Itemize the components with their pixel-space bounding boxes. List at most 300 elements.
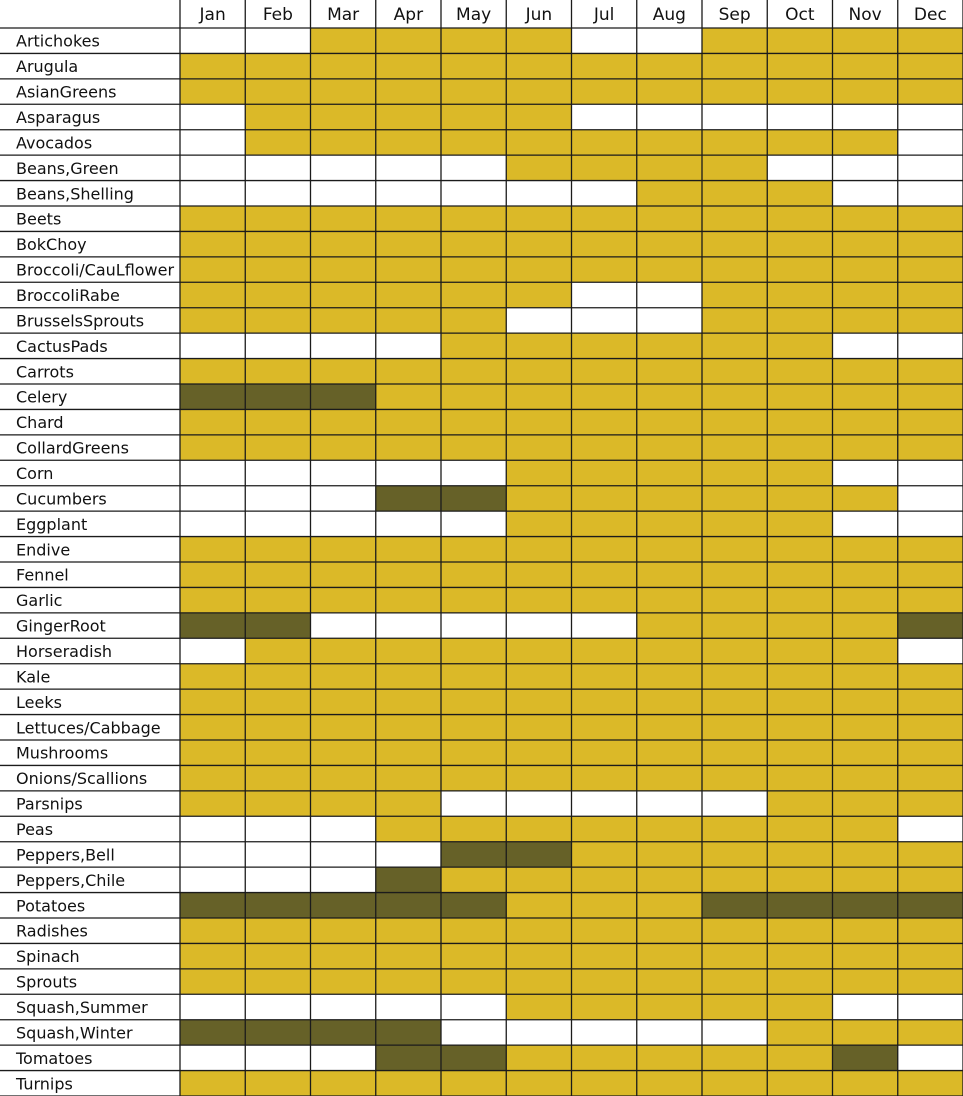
availability-cell (311, 104, 376, 129)
availability-cell (311, 384, 376, 409)
produce-label: Sprouts (16, 972, 78, 992)
availability-cell (180, 638, 245, 663)
availability-cell (311, 537, 376, 562)
availability-cell (506, 638, 571, 663)
availability-cell (572, 537, 637, 562)
availability-cell (180, 460, 245, 485)
availability-cell (572, 460, 637, 485)
availability-cell (637, 765, 702, 790)
availability-cell (572, 206, 637, 231)
availability-cell (833, 308, 898, 333)
availability-cell (311, 791, 376, 816)
availability-cell (702, 943, 767, 968)
availability-cell (180, 664, 245, 689)
availability-cell (180, 1045, 245, 1070)
availability-cell (572, 359, 637, 384)
availability-cell (637, 969, 702, 994)
availability-cell (441, 104, 506, 129)
availability-cell (898, 460, 963, 485)
availability-cell (898, 816, 963, 841)
availability-cell (311, 486, 376, 511)
availability-cell (833, 740, 898, 765)
availability-cell (767, 486, 832, 511)
availability-cell (898, 715, 963, 740)
availability-cell (637, 791, 702, 816)
availability-cell (702, 867, 767, 892)
availability-cell (572, 613, 637, 638)
availability-cell (833, 994, 898, 1019)
availability-cell (702, 104, 767, 129)
availability-cell (702, 155, 767, 180)
availability-cell (245, 537, 310, 562)
availability-cell (572, 79, 637, 104)
availability-cell (311, 79, 376, 104)
availability-cell (637, 359, 702, 384)
availability-cell (441, 282, 506, 307)
availability-cell (767, 79, 832, 104)
availability-cell (833, 893, 898, 918)
availability-cell (702, 918, 767, 943)
availability-cell (702, 1045, 767, 1070)
availability-cell (506, 28, 571, 53)
availability-cell (833, 587, 898, 612)
availability-cell (180, 359, 245, 384)
availability-cell (441, 28, 506, 53)
availability-cell (506, 1045, 571, 1070)
availability-cell (311, 638, 376, 663)
availability-cell (506, 893, 571, 918)
availability-cell (245, 28, 310, 53)
availability-cell (441, 969, 506, 994)
availability-cell (898, 79, 963, 104)
availability-cell (441, 867, 506, 892)
availability-cell (376, 104, 441, 129)
produce-label: CollardGreens (16, 438, 129, 458)
availability-cell (245, 562, 310, 587)
availability-cell (441, 715, 506, 740)
availability-cell (376, 435, 441, 460)
availability-cell (245, 460, 310, 485)
availability-cell (506, 765, 571, 790)
availability-cell (637, 918, 702, 943)
availability-cell (376, 664, 441, 689)
availability-cell (637, 740, 702, 765)
availability-cell (506, 689, 571, 714)
availability-cell (376, 257, 441, 282)
availability-cell (311, 28, 376, 53)
availability-cell (572, 842, 637, 867)
availability-cell (572, 409, 637, 434)
availability-cell (572, 765, 637, 790)
availability-cell (506, 460, 571, 485)
availability-cell (441, 155, 506, 180)
availability-cell (506, 79, 571, 104)
availability-cell (311, 918, 376, 943)
availability-cell (376, 1045, 441, 1070)
availability-cell (376, 231, 441, 256)
availability-cell (572, 486, 637, 511)
availability-cell (311, 359, 376, 384)
availability-cell (637, 664, 702, 689)
availability-cell (245, 79, 310, 104)
availability-cell (180, 1020, 245, 1045)
availability-cell (833, 1071, 898, 1096)
availability-cell (180, 842, 245, 867)
availability-cell (180, 969, 245, 994)
availability-cell (767, 28, 832, 53)
availability-cell (833, 257, 898, 282)
availability-cell (833, 130, 898, 155)
availability-cell (702, 257, 767, 282)
availability-cell (506, 740, 571, 765)
availability-cell (376, 308, 441, 333)
availability-cell (702, 587, 767, 612)
availability-cell (767, 206, 832, 231)
availability-cell (180, 181, 245, 206)
produce-label: BrusselsSprouts (16, 311, 145, 331)
availability-cell (506, 791, 571, 816)
availability-cell (898, 257, 963, 282)
availability-cell (637, 460, 702, 485)
availability-cell (833, 460, 898, 485)
availability-cell (441, 537, 506, 562)
month-label-dec: Dec (913, 5, 947, 25)
availability-cell (441, 384, 506, 409)
availability-cell (833, 435, 898, 460)
availability-cell (702, 1071, 767, 1096)
availability-cell (637, 816, 702, 841)
availability-cell (506, 53, 571, 78)
month-label-jun: Jun (525, 5, 553, 25)
availability-cell (572, 104, 637, 129)
availability-cell (833, 104, 898, 129)
availability-cell (767, 791, 832, 816)
availability-cell (572, 664, 637, 689)
availability-cell (311, 409, 376, 434)
produce-label: Celery (16, 387, 68, 407)
availability-cell (506, 104, 571, 129)
availability-cell (767, 842, 832, 867)
availability-cell (311, 765, 376, 790)
availability-cell (506, 562, 571, 587)
availability-cell (572, 562, 637, 587)
produce-label: Peppers,Chile (16, 870, 126, 890)
availability-cell (637, 308, 702, 333)
produce-label: Lettuces/Cabbage (16, 718, 161, 738)
availability-cell (376, 689, 441, 714)
availability-cell (245, 842, 310, 867)
availability-cell (180, 257, 245, 282)
availability-cell (376, 511, 441, 536)
availability-cell (311, 867, 376, 892)
availability-cell (833, 1020, 898, 1045)
availability-cell (637, 1045, 702, 1070)
availability-cell (376, 587, 441, 612)
availability-cell (767, 333, 832, 358)
availability-cell (506, 231, 571, 256)
availability-cell (245, 587, 310, 612)
availability-cell (180, 1071, 245, 1096)
availability-cell (637, 104, 702, 129)
produce-label: Potatoes (16, 896, 86, 916)
availability-cell (833, 664, 898, 689)
availability-cell (767, 1020, 832, 1045)
availability-cell (441, 562, 506, 587)
produce-label: Beans,Green (16, 158, 119, 178)
availability-cell (898, 308, 963, 333)
availability-cell (245, 1045, 310, 1070)
availability-cell (311, 435, 376, 460)
availability-cell (441, 1045, 506, 1070)
availability-cell (376, 1071, 441, 1096)
availability-cell (441, 765, 506, 790)
availability-cell (898, 1045, 963, 1070)
availability-cell (898, 28, 963, 53)
availability-cell (441, 740, 506, 765)
availability-cell (898, 435, 963, 460)
availability-cell (245, 791, 310, 816)
availability-cell (572, 943, 637, 968)
month-label-mar: Mar (327, 5, 360, 25)
availability-cell (572, 638, 637, 663)
availability-cell (180, 689, 245, 714)
availability-cell (506, 664, 571, 689)
availability-cell (180, 994, 245, 1019)
availability-cell (180, 231, 245, 256)
availability-cell (572, 231, 637, 256)
availability-cell (702, 689, 767, 714)
availability-cell (898, 130, 963, 155)
availability-cell (898, 155, 963, 180)
availability-cell (767, 664, 832, 689)
availability-cell (376, 969, 441, 994)
availability-cell (702, 613, 767, 638)
availability-cell (506, 587, 571, 612)
availability-cell (702, 79, 767, 104)
availability-cell (245, 1071, 310, 1096)
produce-label: Carrots (16, 362, 74, 382)
availability-cell (702, 842, 767, 867)
month-label-nov: Nov (848, 5, 882, 25)
availability-cell (833, 943, 898, 968)
availability-cell (833, 28, 898, 53)
availability-cell (767, 409, 832, 434)
availability-cell (637, 28, 702, 53)
produce-label: Fennel (16, 565, 69, 585)
availability-cell (245, 359, 310, 384)
availability-cell (702, 53, 767, 78)
availability-cell (441, 613, 506, 638)
availability-cell (702, 359, 767, 384)
availability-cell (572, 994, 637, 1019)
availability-cell (572, 740, 637, 765)
availability-cell (180, 918, 245, 943)
availability-cell (245, 384, 310, 409)
availability-cell (833, 1045, 898, 1070)
produce-label: Squash,Summer (16, 998, 148, 1017)
availability-cell (245, 689, 310, 714)
produce-label: Corn (16, 464, 54, 483)
availability-cell (833, 231, 898, 256)
availability-cell (376, 867, 441, 892)
availability-cell (180, 79, 245, 104)
availability-cell (637, 282, 702, 307)
availability-cell (245, 206, 310, 231)
availability-cell (767, 435, 832, 460)
availability-cell (245, 715, 310, 740)
availability-cell (376, 1020, 441, 1045)
availability-cell (180, 333, 245, 358)
availability-cell (441, 308, 506, 333)
availability-cell (180, 130, 245, 155)
availability-cell (767, 130, 832, 155)
availability-cell (311, 282, 376, 307)
availability-cell (376, 994, 441, 1019)
availability-cell (506, 181, 571, 206)
availability-cell (180, 867, 245, 892)
availability-cell (833, 359, 898, 384)
produce-label: Spinach (16, 947, 80, 967)
availability-cell (311, 994, 376, 1019)
availability-cell (833, 384, 898, 409)
availability-cell (572, 689, 637, 714)
availability-cell (506, 613, 571, 638)
availability-cell (245, 867, 310, 892)
availability-cell (702, 333, 767, 358)
availability-cell (702, 409, 767, 434)
availability-cell (180, 943, 245, 968)
availability-cell (376, 638, 441, 663)
availability-cell (441, 460, 506, 485)
availability-cell (637, 715, 702, 740)
availability-cell (898, 765, 963, 790)
availability-cell (767, 53, 832, 78)
availability-cell (506, 994, 571, 1019)
availability-cell (767, 1071, 832, 1096)
availability-cell (702, 28, 767, 53)
availability-cell (245, 638, 310, 663)
availability-cell (702, 486, 767, 511)
availability-cell (245, 333, 310, 358)
availability-cell (898, 587, 963, 612)
availability-cell (506, 816, 571, 841)
availability-cell (180, 53, 245, 78)
availability-cell (637, 181, 702, 206)
availability-cell (767, 231, 832, 256)
produce-label: Squash,Winter (16, 1023, 133, 1043)
availability-cell (376, 333, 441, 358)
availability-cell (441, 130, 506, 155)
availability-cell (898, 231, 963, 256)
availability-cell (898, 384, 963, 409)
availability-cell (572, 816, 637, 841)
availability-cell (180, 282, 245, 307)
availability-cell (441, 664, 506, 689)
availability-cell (376, 740, 441, 765)
produce-label: AsianGreens (16, 82, 117, 102)
availability-cell (311, 689, 376, 714)
availability-cell (898, 537, 963, 562)
availability-cell (702, 562, 767, 587)
produce-label: Mushrooms (16, 743, 109, 763)
availability-cell (833, 816, 898, 841)
availability-cell (180, 587, 245, 612)
produce-label: Tomatoes (16, 1048, 93, 1068)
availability-cell (637, 206, 702, 231)
availability-cell (572, 969, 637, 994)
availability-cell (637, 867, 702, 892)
availability-cell (245, 893, 310, 918)
availability-cell (637, 53, 702, 78)
availability-cell (637, 689, 702, 714)
availability-cell (180, 511, 245, 536)
availability-cell (245, 308, 310, 333)
availability-cell (376, 282, 441, 307)
availability-cell (376, 791, 441, 816)
availability-cell (767, 308, 832, 333)
availability-cell (833, 333, 898, 358)
availability-cell (702, 308, 767, 333)
availability-cell (506, 1071, 571, 1096)
availability-cell (767, 969, 832, 994)
availability-cell (702, 791, 767, 816)
availability-cell (376, 765, 441, 790)
availability-cell (441, 918, 506, 943)
availability-cell (311, 460, 376, 485)
availability-cell (245, 1020, 310, 1045)
availability-cell (572, 1020, 637, 1045)
availability-cell (637, 130, 702, 155)
availability-cell (506, 384, 571, 409)
availability-cell (833, 791, 898, 816)
availability-cell (311, 715, 376, 740)
produce-label: Leeks (16, 692, 62, 712)
availability-cell (245, 816, 310, 841)
availability-cell (376, 409, 441, 434)
availability-cell (572, 333, 637, 358)
availability-cell (702, 1020, 767, 1045)
availability-cell (311, 308, 376, 333)
availability-cell (506, 943, 571, 968)
availability-cell (637, 994, 702, 1019)
availability-cell (767, 460, 832, 485)
produce-label: Arugula (16, 57, 79, 77)
availability-cell (833, 206, 898, 231)
availability-cell (767, 740, 832, 765)
availability-cell (767, 104, 832, 129)
availability-cell (702, 816, 767, 841)
availability-cell (506, 715, 571, 740)
availability-cell (245, 181, 310, 206)
availability-cell (702, 282, 767, 307)
availability-cell (898, 1071, 963, 1096)
availability-cell (833, 79, 898, 104)
availability-cell (637, 155, 702, 180)
availability-cell (245, 486, 310, 511)
availability-cell (441, 943, 506, 968)
availability-cell (245, 994, 310, 1019)
availability-cell (506, 969, 571, 994)
availability-cell (180, 104, 245, 129)
availability-cell (311, 511, 376, 536)
availability-cell (245, 231, 310, 256)
availability-cell (833, 969, 898, 994)
availability-cell (572, 587, 637, 612)
availability-cell (311, 1045, 376, 1070)
availability-cell (506, 537, 571, 562)
availability-cell (767, 994, 832, 1019)
availability-cell (572, 53, 637, 78)
